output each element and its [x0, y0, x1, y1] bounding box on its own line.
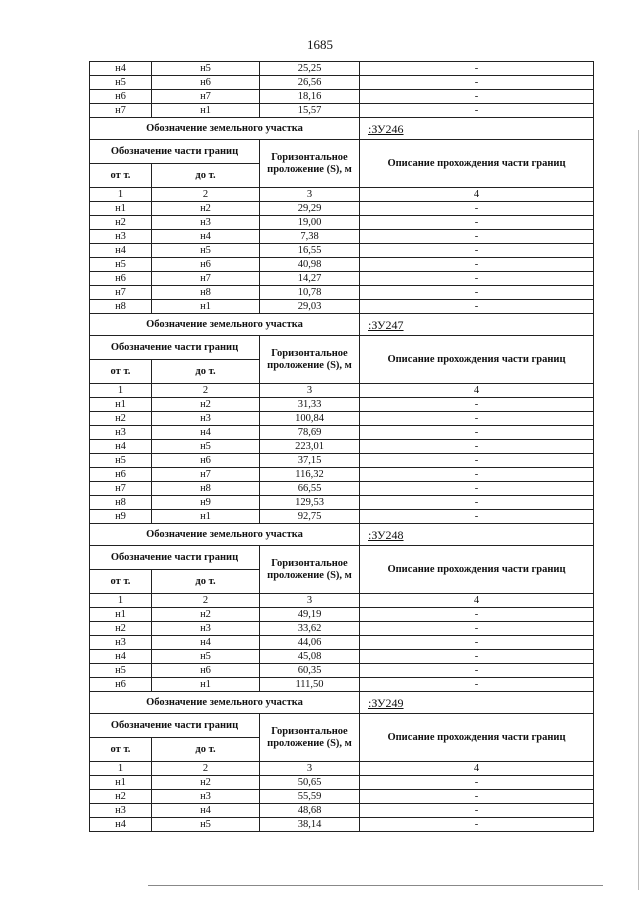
boundary-part-header: Обозначение части границ	[90, 140, 260, 164]
boundary-row	[90, 90, 594, 104]
to-point: н4	[152, 426, 260, 440]
column-number: 2	[152, 762, 260, 776]
boundary-description: -	[360, 804, 594, 818]
to-point: н9	[152, 496, 260, 510]
column-number-row	[90, 594, 594, 608]
boundary-row	[90, 510, 594, 524]
plot-id: :ЗУ246	[360, 118, 594, 140]
boundary-row	[90, 62, 594, 76]
boundary-description: -	[360, 454, 594, 468]
boundary-row	[90, 622, 594, 636]
boundary-description: -	[360, 426, 594, 440]
to-point: н8	[152, 286, 260, 300]
to-point: н1	[152, 678, 260, 692]
to-point: н2	[152, 608, 260, 622]
to-point: н7	[152, 468, 260, 482]
boundary-description-header: Описание прохождения части границ	[360, 714, 594, 762]
to-point: н6	[152, 664, 260, 678]
to-point-header: до т.	[152, 360, 260, 384]
column-number-row	[90, 762, 594, 776]
from-point-header: от т.	[90, 164, 152, 188]
from-point: н8	[90, 496, 152, 510]
boundary-description: -	[360, 818, 594, 832]
column-number: 1	[90, 384, 152, 398]
to-point: н3	[152, 216, 260, 230]
plot-designation-label: Обозначение земельного участка	[90, 118, 360, 140]
boundary-part-header: Обозначение части границ	[90, 336, 260, 360]
distance-value: 49,19	[260, 608, 360, 622]
boundary-part-header: Обозначение части границ	[90, 546, 260, 570]
distance-value: 14,27	[260, 272, 360, 286]
column-number: 4	[360, 384, 594, 398]
boundary-row	[90, 216, 594, 230]
from-point: н1	[90, 202, 152, 216]
distance-value: 60,35	[260, 664, 360, 678]
plot-title-row	[90, 118, 594, 140]
distance-value: 38,14	[260, 818, 360, 832]
boundary-description: -	[360, 636, 594, 650]
to-point: н1	[152, 300, 260, 314]
from-point: н6	[90, 468, 152, 482]
from-point: н9	[90, 510, 152, 524]
boundary-row	[90, 412, 594, 426]
column-number: 1	[90, 762, 152, 776]
to-point: н6	[152, 258, 260, 272]
boundary-description: -	[360, 398, 594, 412]
boundary-description: -	[360, 104, 594, 118]
column-number: 4	[360, 594, 594, 608]
from-point: н7	[90, 286, 152, 300]
distance-value: 50,65	[260, 776, 360, 790]
from-point: н3	[90, 230, 152, 244]
to-point-header: до т.	[152, 164, 260, 188]
to-point: н1	[152, 510, 260, 524]
boundary-description: -	[360, 678, 594, 692]
distance-value: 15,57	[260, 104, 360, 118]
distance-value: 7,38	[260, 230, 360, 244]
distance-value: 78,69	[260, 426, 360, 440]
column-number-row	[90, 384, 594, 398]
scan-edge-line	[638, 130, 639, 890]
boundary-row	[90, 482, 594, 496]
boundary-description-header: Описание прохождения части границ	[360, 546, 594, 594]
to-point: н6	[152, 76, 260, 90]
boundary-description: -	[360, 300, 594, 314]
to-point: н2	[152, 776, 260, 790]
distance-value: 33,62	[260, 622, 360, 636]
horizontal-distance-header: Горизонтальное проложение (S), м	[260, 336, 360, 384]
to-point: н1	[152, 104, 260, 118]
distance-value: 129,53	[260, 496, 360, 510]
distance-value: 40,98	[260, 258, 360, 272]
to-point: н7	[152, 90, 260, 104]
distance-value: 66,55	[260, 482, 360, 496]
distance-value: 92,75	[260, 510, 360, 524]
boundary-description: -	[360, 286, 594, 300]
from-point: н3	[90, 636, 152, 650]
boundary-row	[90, 286, 594, 300]
from-point: н2	[90, 622, 152, 636]
boundary-description: -	[360, 90, 594, 104]
from-point: н5	[90, 258, 152, 272]
column-number: 3	[260, 384, 360, 398]
from-point: н6	[90, 272, 152, 286]
distance-value: 48,68	[260, 804, 360, 818]
boundary-row	[90, 104, 594, 118]
boundary-table	[89, 61, 594, 832]
to-point-header: до т.	[152, 738, 260, 762]
boundary-description: -	[360, 790, 594, 804]
from-point: н4	[90, 818, 152, 832]
boundary-row	[90, 776, 594, 790]
boundary-row	[90, 496, 594, 510]
boundary-row	[90, 468, 594, 482]
boundary-row	[90, 76, 594, 90]
column-number: 2	[152, 188, 260, 202]
from-point: н4	[90, 440, 152, 454]
distance-value: 31,33	[260, 398, 360, 412]
boundary-description: -	[360, 216, 594, 230]
from-point: н2	[90, 790, 152, 804]
to-point: н7	[152, 272, 260, 286]
boundary-row	[90, 244, 594, 258]
from-point: н5	[90, 454, 152, 468]
from-point: н5	[90, 664, 152, 678]
from-point: н1	[90, 776, 152, 790]
scan-bottom-line	[148, 885, 603, 886]
column-number: 3	[260, 188, 360, 202]
boundary-row	[90, 230, 594, 244]
distance-value: 18,16	[260, 90, 360, 104]
header-row	[90, 140, 594, 164]
plot-designation-label: Обозначение земельного участка	[90, 524, 360, 546]
boundary-table-body	[90, 62, 594, 832]
boundary-row	[90, 454, 594, 468]
column-number-row	[90, 188, 594, 202]
boundary-description-header: Описание прохождения части границ	[360, 336, 594, 384]
boundary-row	[90, 202, 594, 216]
column-number: 1	[90, 188, 152, 202]
from-point: н3	[90, 426, 152, 440]
column-number: 3	[260, 762, 360, 776]
from-point: н2	[90, 216, 152, 230]
column-number: 2	[152, 594, 260, 608]
from-point: н3	[90, 804, 152, 818]
from-point: н7	[90, 482, 152, 496]
boundary-row	[90, 300, 594, 314]
boundary-description: -	[360, 202, 594, 216]
to-point: н5	[152, 62, 260, 76]
from-point: н6	[90, 678, 152, 692]
distance-value: 26,56	[260, 76, 360, 90]
boundary-description: -	[360, 440, 594, 454]
column-number: 4	[360, 762, 594, 776]
from-point: н2	[90, 412, 152, 426]
boundary-description: -	[360, 776, 594, 790]
boundary-description: -	[360, 62, 594, 76]
to-point-header: до т.	[152, 570, 260, 594]
to-point: н4	[152, 804, 260, 818]
distance-value: 10,78	[260, 286, 360, 300]
to-point: н3	[152, 622, 260, 636]
distance-value: 55,59	[260, 790, 360, 804]
boundary-description: -	[360, 258, 594, 272]
boundary-row	[90, 636, 594, 650]
to-point: н6	[152, 454, 260, 468]
boundary-row	[90, 790, 594, 804]
boundary-description: -	[360, 482, 594, 496]
boundary-row	[90, 258, 594, 272]
column-number: 3	[260, 594, 360, 608]
boundary-row	[90, 804, 594, 818]
boundary-row	[90, 678, 594, 692]
to-point: н3	[152, 790, 260, 804]
boundary-row	[90, 818, 594, 832]
boundary-row	[90, 664, 594, 678]
distance-value: 44,06	[260, 636, 360, 650]
to-point: н5	[152, 650, 260, 664]
plot-designation-label: Обозначение земельного участка	[90, 314, 360, 336]
page-number: 1685	[307, 37, 333, 52]
boundary-row	[90, 608, 594, 622]
column-number: 1	[90, 594, 152, 608]
distance-value: 25,25	[260, 62, 360, 76]
distance-value: 29,03	[260, 300, 360, 314]
column-number: 2	[152, 384, 260, 398]
horizontal-distance-header: Горизонтальное проложение (S), м	[260, 714, 360, 762]
horizontal-distance-header: Горизонтальное проложение (S), м	[260, 140, 360, 188]
to-point: н2	[152, 202, 260, 216]
boundary-description: -	[360, 76, 594, 90]
boundary-description: -	[360, 608, 594, 622]
boundary-description: -	[360, 664, 594, 678]
distance-value: 100,84	[260, 412, 360, 426]
to-point: н3	[152, 412, 260, 426]
from-point: н7	[90, 104, 152, 118]
horizontal-distance-header: Горизонтальное проложение (S), м	[260, 546, 360, 594]
boundary-description: -	[360, 650, 594, 664]
from-point: н4	[90, 244, 152, 258]
boundary-description: -	[360, 230, 594, 244]
boundary-row	[90, 440, 594, 454]
distance-value: 37,15	[260, 454, 360, 468]
column-number: 4	[360, 188, 594, 202]
boundary-description: -	[360, 510, 594, 524]
plot-id: :ЗУ247	[360, 314, 594, 336]
distance-value: 45,08	[260, 650, 360, 664]
header-row	[90, 336, 594, 360]
boundary-row	[90, 272, 594, 286]
plot-title-row	[90, 692, 594, 714]
boundary-part-header: Обозначение части границ	[90, 714, 260, 738]
boundary-description: -	[360, 496, 594, 510]
plot-id: :ЗУ249	[360, 692, 594, 714]
to-point: н8	[152, 482, 260, 496]
from-point: н1	[90, 398, 152, 412]
from-point: н8	[90, 300, 152, 314]
to-point: н4	[152, 230, 260, 244]
to-point: н4	[152, 636, 260, 650]
to-point: н5	[152, 244, 260, 258]
distance-value: 29,29	[260, 202, 360, 216]
from-point-header: от т.	[90, 738, 152, 762]
from-point-header: от т.	[90, 360, 152, 384]
from-point: н5	[90, 76, 152, 90]
distance-value: 116,32	[260, 468, 360, 482]
to-point: н2	[152, 398, 260, 412]
from-point: н4	[90, 62, 152, 76]
to-point: н5	[152, 440, 260, 454]
distance-value: 16,55	[260, 244, 360, 258]
from-point: н4	[90, 650, 152, 664]
from-point-header: от т.	[90, 570, 152, 594]
boundary-description-header: Описание прохождения части границ	[360, 140, 594, 188]
boundary-row	[90, 398, 594, 412]
from-point: н6	[90, 90, 152, 104]
from-point: н1	[90, 608, 152, 622]
boundary-description: -	[360, 622, 594, 636]
plot-title-row	[90, 524, 594, 546]
boundary-row	[90, 426, 594, 440]
header-row	[90, 546, 594, 570]
boundary-row	[90, 650, 594, 664]
distance-value: 223,01	[260, 440, 360, 454]
to-point: н5	[152, 818, 260, 832]
boundary-description: -	[360, 412, 594, 426]
boundary-description: -	[360, 468, 594, 482]
plot-title-row	[90, 314, 594, 336]
plot-id: :ЗУ248	[360, 524, 594, 546]
boundary-description: -	[360, 272, 594, 286]
plot-designation-label: Обозначение земельного участка	[90, 692, 360, 714]
distance-value: 19,00	[260, 216, 360, 230]
distance-value: 111,50	[260, 678, 360, 692]
header-row	[90, 714, 594, 738]
boundary-description: -	[360, 244, 594, 258]
